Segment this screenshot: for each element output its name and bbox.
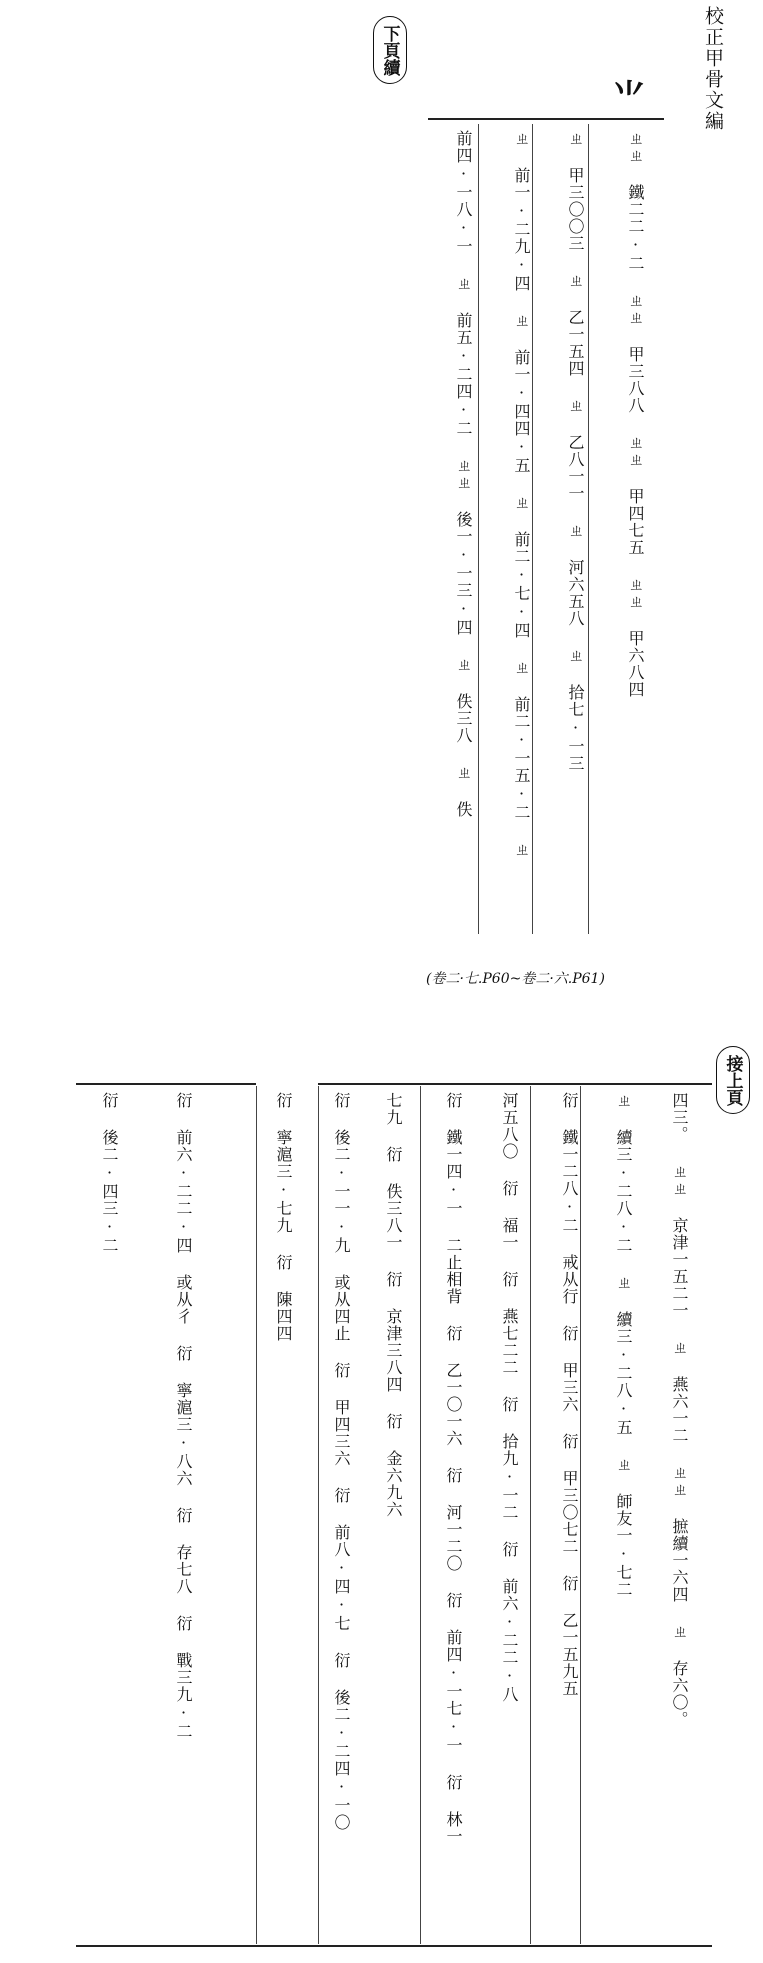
top-column-1: ㄓㄓ 鐵二二·二 ㄓㄓ 甲三八八 ㄓㄓ 甲四七五 ㄓㄓ 甲六八四: [626, 130, 645, 698]
bottom-panel-rule-left: [76, 1083, 256, 1085]
bottom-column-5: 衍 鐵一四·一 二止相背 衍 乙一〇一六 衍 河一二〇 衍 前四·一七·一 衍 林一: [444, 1092, 463, 1845]
bottom-column-4: 河五八〇 衍 福一 衍 燕七二二 衍 拾九·一二 衍 前六·二二·八: [500, 1092, 519, 1703]
bottom-column-10: 衍 後二·四三·二: [100, 1092, 119, 1254]
bottom-column-3: 衍 鐵一二八·二 戒从行 衍 甲三六 衍 甲三〇七二 衍 乙一五九五: [560, 1092, 579, 1697]
bottom-col-divider: [318, 1086, 319, 1944]
continued-next-page-badge: 下頁續: [373, 16, 407, 84]
book-title: 校正甲骨文編: [702, 6, 724, 132]
page-range-note: (卷二·七.P60~卷二·六.P61): [426, 971, 605, 987]
bottom-column-1: 四三。 ㄓㄓ 京津一五二一 ㄓ 燕六一二 ㄓㄓ 摭續一六四 ㄓ 存六〇。: [670, 1092, 689, 1728]
bottom-column-9: 衍 前六·二二·四 或从彳 衍 寧滬三·八六 衍 存七八 衍 戰三九·二: [174, 1092, 193, 1740]
bottom-panel-rule-lower: [76, 1945, 712, 1947]
bottom-col-divider: [420, 1086, 421, 1944]
entry-heading-glyph: ⺌: [612, 78, 646, 118]
top-col-divider: [588, 124, 589, 934]
bottom-column-8: 衍 寧滬三·七九 衍 陳四四: [274, 1092, 293, 1342]
bottom-column-7: 衍 後二·一一·九 或从四止 衍 甲四三六 衍 前八·四·七 衍 後二·二四·一〇: [332, 1092, 351, 1831]
continued-prev-page-badge: 接上頁: [716, 1046, 750, 1114]
top-column-2: ㄓ 甲三〇〇三 ㄓ 乙一五四 ㄓ 乙八一一 ㄓ 河六五八 ㄓ 拾七·一三: [566, 130, 585, 772]
top-col-divider: [478, 124, 479, 934]
bottom-panel-rule-upper: [318, 1083, 712, 1085]
top-column-4: 前四·一八·一 ㄓ 前五·二四·二 ㄓㄓ 後一·一三·四 ㄓ 佚三八 ㄓ 佚: [454, 130, 473, 818]
bottom-column-6: 七九 衍 佚三八一 衍 京津三八四 衍 金六九六: [384, 1092, 403, 1518]
bottom-col-divider: [530, 1086, 531, 1944]
top-column-3: ㄓ 前一·二九·四 ㄓ 前一·四四·五 ㄓ 前二·七·四 ㄓ 前二·一五·二 ㄓ: [512, 130, 531, 858]
bottom-column-2: ㄓ 續三·二八·二 ㄓ 續三·二八·五 ㄓ 師友一·七二: [614, 1092, 633, 1598]
bottom-col-divider: [256, 1086, 257, 1944]
